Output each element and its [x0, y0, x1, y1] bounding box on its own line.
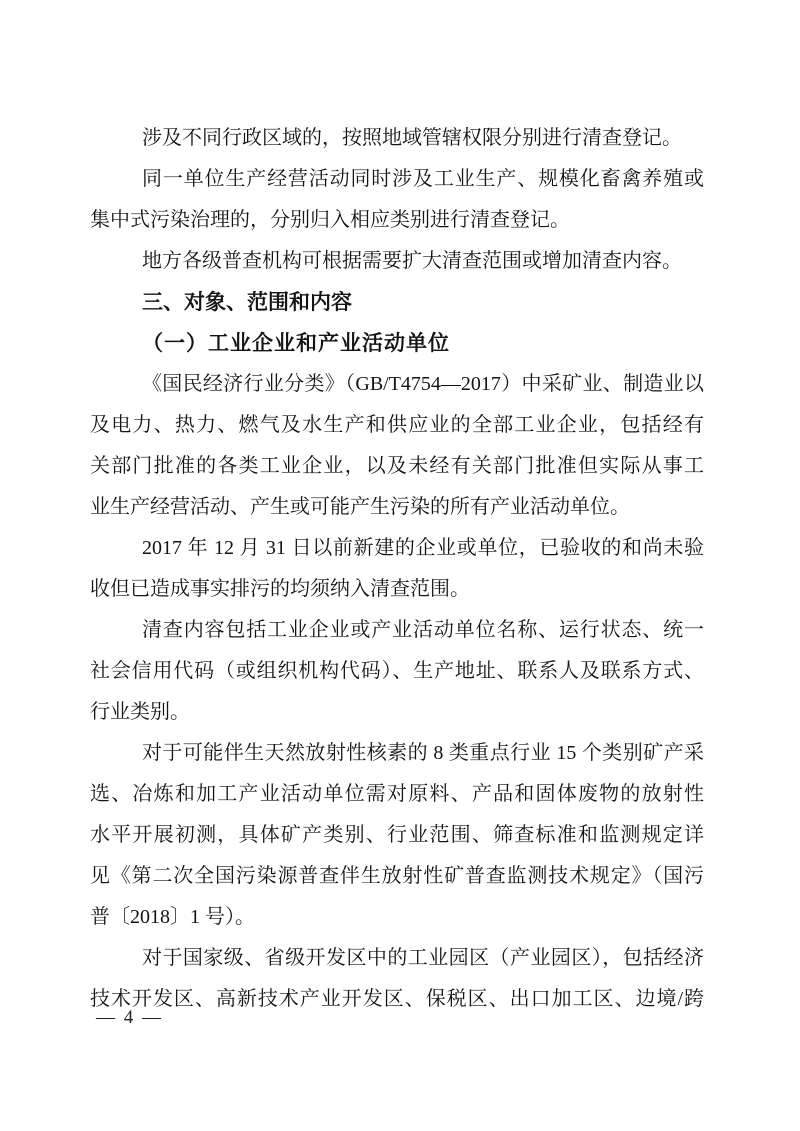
text-line: 业生产经营活动、产生或可能产生污染的所有产业活动单位。	[90, 496, 630, 518]
text-line: 收但已造成事实排污的均须纳入清查范围。	[90, 578, 470, 600]
section-heading: 三、对象、范围和内容	[142, 291, 352, 314]
text-line: 《国民经济行业分类》（GB/T4754—2017）中采矿业、制造业以	[142, 373, 704, 395]
text-line: 普〔2018〕1 号）。	[90, 906, 255, 928]
text-line: 及电力、热力、燃气及水生产和供应业的全部工业企业，包括经有	[90, 414, 704, 436]
text-line: 2017 年 12 月 31 日以前新建的企业或单位，已验收的和尚未验	[142, 537, 704, 559]
text-line: 关部门批准的各类工业企业，以及未经有关部门批准但实际从事工	[90, 455, 704, 477]
text-line: 集中式污染治理的，分别归入相应类别进行清查登记。	[90, 209, 570, 231]
text-line: 涉及不同行政区域的，按照地域管辖权限分别进行清查登记。	[142, 127, 682, 149]
text-line: 社会信用代码（或组织机构代码）、生产地址、联系人及联系方式、	[90, 660, 704, 682]
text-line: 行业类别。	[90, 701, 190, 723]
text-line: 对于国家级、省级开发区中的工业园区（产业园区），包括经济	[142, 947, 704, 969]
text-line: 见《第二次全国污染源普查伴生放射性矿普查监测技术规定》（国污	[90, 865, 704, 887]
text-line: 地方各级普查机构可根据需要扩大清查范围或增加清查内容。	[142, 250, 682, 272]
text-line: 技术开发区、高新技术产业开发区、保税区、出口加工区、边境/跨	[90, 988, 704, 1010]
text-line: 选、冶炼和加工产业活动单位需对原料、产品和固体废物的放射性	[90, 783, 704, 805]
text-line: 对于可能伴生天然放射性核素的 8 类重点行业 15 个类别矿产采	[142, 742, 704, 764]
document-body	[90, 118, 704, 1020]
text-line: 同一单位生产经营活动同时涉及工业生产、规模化畜禽养殖或	[142, 168, 704, 190]
text-line: 清查内容包括工业企业或产业活动单位名称、运行状态、统一	[142, 619, 704, 641]
subsection-heading: （一）工业企业和产业活动单位	[142, 331, 450, 355]
text-line: 水平开展初测，具体矿产类别、行业范围、筛查标准和监测规定详	[90, 824, 704, 846]
page-number: — 4 —	[96, 1007, 163, 1028]
